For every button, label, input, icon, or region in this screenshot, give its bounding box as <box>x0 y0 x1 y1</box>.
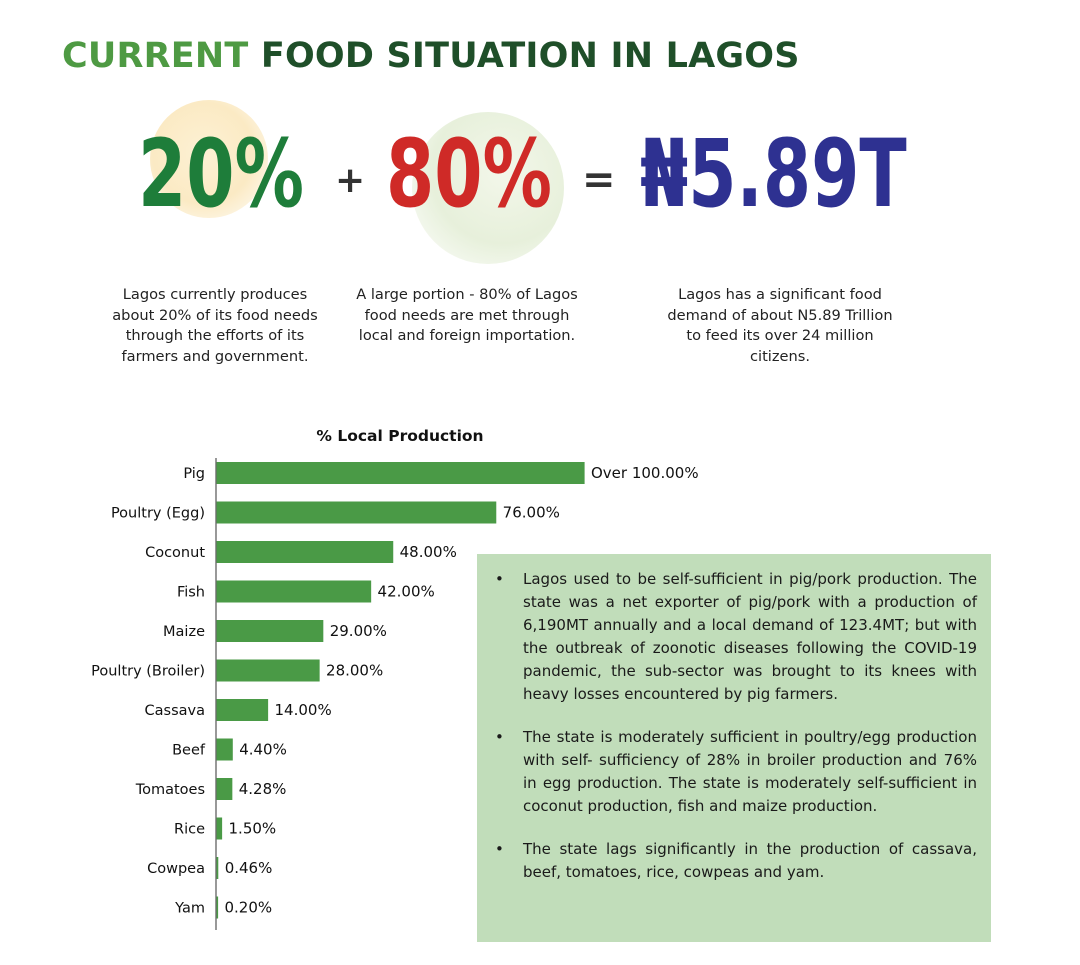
data-label-cowpea: 0.46% <box>224 859 273 877</box>
bar-coconut <box>217 541 394 563</box>
data-label-fish: 42.00% <box>377 582 435 601</box>
bar-maize <box>217 620 324 642</box>
category-label-fish: Fish <box>176 584 205 601</box>
title-part-2: FOOD SITUATION IN LAGOS <box>260 36 800 76</box>
category-label-beef: Beef <box>172 742 205 759</box>
chart-title: % Local Production <box>316 427 484 445</box>
note-poultry-coconut: • The state is moderately sufficient in poultry/egg production with self- sufficiency of 28% in broiler production and 76% in egg production. The state is moderately self-sufficient in coconut production, fish and maize production. <box>493 726 977 818</box>
note-pig-production: • Lagos used to be self-sufficient in pig/pork production. The state was a net exporter of pig/pork with a production of 6,190MT annually and a local demand of 123.4MT; but with the outbreak of zoonotic diseases following the COVID-19 pandemic, the sub-sector was brought to its knees with heavy losses encountered by pig farmers. <box>493 568 977 706</box>
description-importation: A large portion - 80% of Lagos food needs are met through local and foreign importation. <box>356 286 578 344</box>
description-food-demand: Lagos has a significant food demand of about N5.89 Trillion to feed its over 24 million citizens. <box>667 286 893 365</box>
title-part-1: CURRENT <box>62 36 249 76</box>
food-demand-value: ₦5.89T <box>640 120 907 229</box>
category-label-yam: Yam <box>175 900 205 917</box>
bar-poultry-egg <box>217 502 497 524</box>
data-label-poultry-broiler: 28.00% <box>326 661 384 680</box>
data-label-poultry-egg: 76.00% <box>502 503 560 522</box>
bar-yam <box>217 897 219 919</box>
category-label-cassava: Cassava <box>144 703 205 719</box>
equals-operator: = <box>582 157 616 203</box>
category-label-poultry-egg: Poultry (Egg) <box>110 505 205 522</box>
category-label-maize: Maize <box>163 624 205 640</box>
category-label-poultry-broiler: Poultry (Broiler) <box>91 663 205 680</box>
data-label-coconut: 48.00% <box>399 543 457 561</box>
data-label-rice: 1.50% <box>228 819 277 838</box>
data-label-yam: 0.20% <box>224 898 273 917</box>
category-label-coconut: Coconut <box>145 545 205 561</box>
category-label-tomatoes: Tomatoes <box>135 782 205 798</box>
data-label-cassava: 14.00% <box>274 701 332 719</box>
category-label-cowpea: Cowpea <box>147 861 205 877</box>
description-local-production: Lagos currently produces about 20% of its food needs through the efforts of its farmers and government. <box>112 286 318 365</box>
bar-cassava <box>217 699 269 721</box>
data-label-pig: Over 100.00% <box>591 464 699 482</box>
data-label-tomatoes: 4.28% <box>238 780 287 798</box>
importation-percent: 80% <box>386 120 552 229</box>
local-production-percent: 20% <box>138 120 304 229</box>
category-label-rice: Rice <box>174 821 205 838</box>
bar-beef <box>217 739 233 761</box>
bar-rice <box>217 818 223 840</box>
bar-cowpea <box>217 857 219 879</box>
bar-fish <box>217 581 372 603</box>
notes-panel <box>477 554 991 942</box>
data-label-maize: 29.00% <box>329 622 387 640</box>
bar-tomatoes <box>217 778 233 800</box>
bar-poultry-broiler <box>217 660 320 682</box>
page-title <box>62 36 800 76</box>
notes-list <box>493 568 977 884</box>
bar-pig <box>217 462 585 484</box>
category-label-pig: Pig <box>183 466 205 482</box>
data-label-beef: 4.40% <box>239 740 287 759</box>
note-lagging-crops: • The state lags significantly in the production of cassava, beef, tomatoes, rice, cowpeas and yam. <box>493 838 977 884</box>
plus-operator: + <box>335 160 366 201</box>
